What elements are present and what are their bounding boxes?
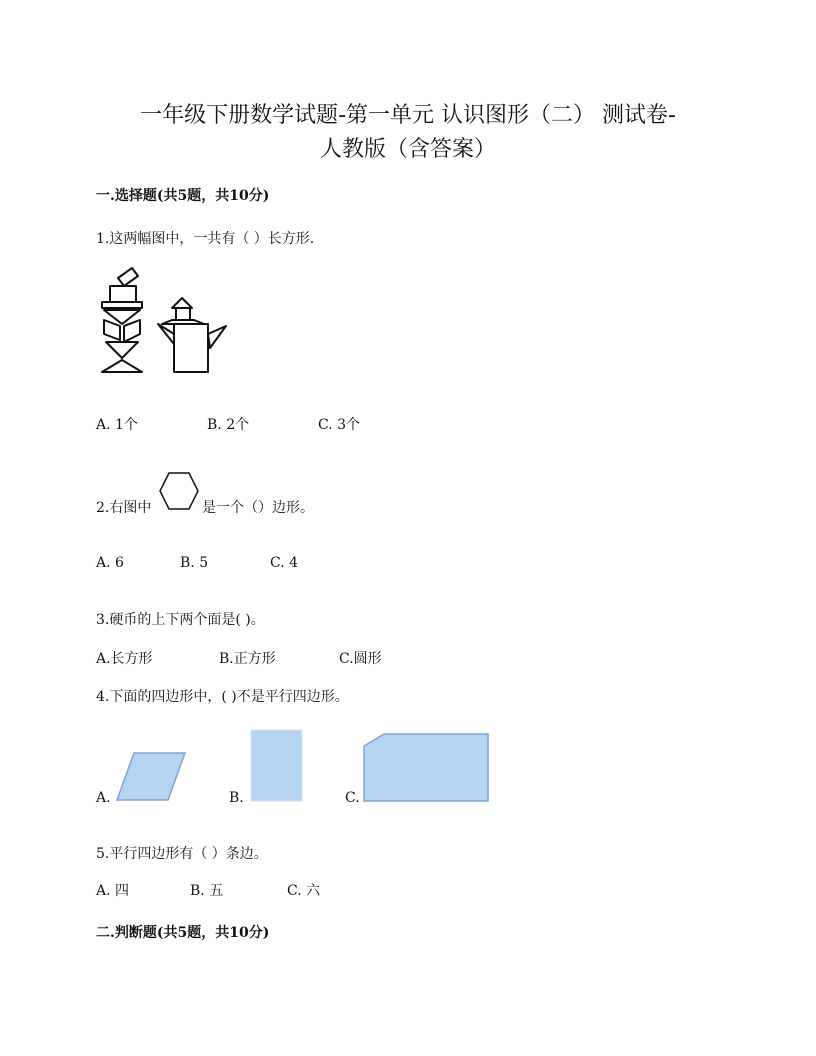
question-4-text: 4.下面的四边形中，( )不是平行四边形。 xyxy=(96,689,349,705)
q1-figure-icon xyxy=(96,262,236,378)
q3-option-c[interactable]: C.圆形 xyxy=(339,651,382,667)
q4-option-b[interactable]: B. xyxy=(229,790,244,806)
q3-option-b[interactable]: B.正方形 xyxy=(219,651,276,667)
question-2-text-before: 2.右图中 xyxy=(96,500,152,516)
q3-option-a[interactable]: A.长方形 xyxy=(96,651,153,667)
section-heading-choice: 一.选择题(共5题，共10分) xyxy=(96,188,270,204)
hexagon-icon xyxy=(158,471,200,511)
page-title-line-2: 人教版（含答案） xyxy=(319,137,496,162)
rectangle-shape-icon xyxy=(250,729,304,803)
pentagon-shape-icon xyxy=(362,732,490,804)
q4-option-a[interactable]: A. xyxy=(96,790,111,806)
parallelogram-shape-icon xyxy=(114,750,188,804)
q5-option-b[interactable]: B. 五 xyxy=(190,883,224,899)
q1-option-c[interactable]: C. 3个 xyxy=(318,417,361,433)
question-1-text: 1.这两幅图中，一共有（ ）长方形. xyxy=(96,231,315,247)
q5-option-a[interactable]: A. 四 xyxy=(96,883,130,899)
q1-option-a[interactable]: A. 1个 xyxy=(96,417,138,433)
question-5-text: 5.平行四边形有（ ）条边。 xyxy=(96,846,268,862)
section-heading-judgement: 二.判断题(共5题，共10分) xyxy=(96,925,270,941)
question-2-text-after: 是一个（）边形。 xyxy=(202,500,314,516)
q5-option-c[interactable]: C. 六 xyxy=(287,883,321,899)
q2-option-b[interactable]: B. 5 xyxy=(180,555,209,571)
q4-option-c[interactable]: C. xyxy=(345,790,360,806)
question-3-text: 3.硬币的上下两个面是( )。 xyxy=(96,612,265,628)
q1-option-b[interactable]: B. 2个 xyxy=(207,417,250,433)
q2-option-a[interactable]: A. 6 xyxy=(96,555,124,571)
q2-option-c[interactable]: C. 4 xyxy=(270,555,299,571)
page-title-line-1: 一年级下册数学试题-第一单元 认识图形（二） 测试卷- xyxy=(140,103,676,128)
